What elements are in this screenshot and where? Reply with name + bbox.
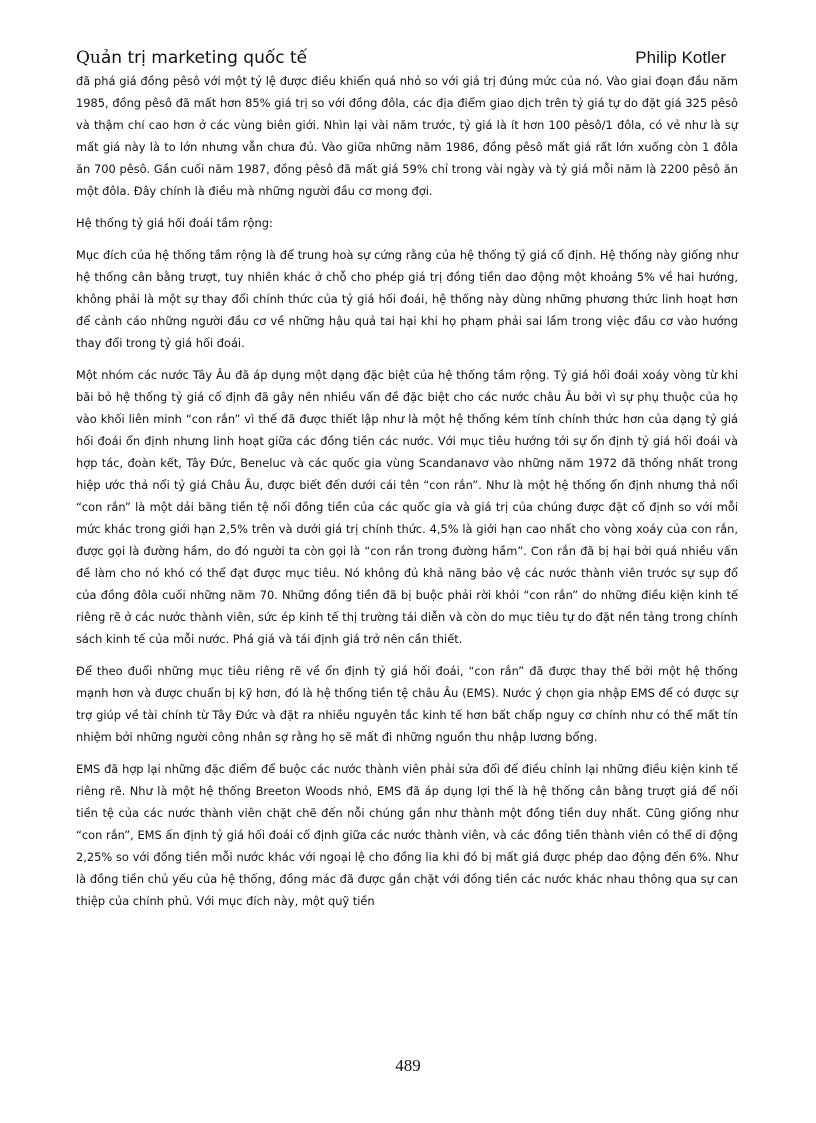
- running-title-rest: ản trị marketing quốc tế: [100, 48, 308, 68]
- page-number: 489: [395, 1056, 421, 1075]
- section-heading: Hệ thống tỷ giá hối đoái tầm rộng:: [76, 216, 273, 230]
- paragraph: Một nhóm các nước Tây Âu đã áp dụng một dạng đặc biệt của hệ thống tầm rộng. Tỷ giá hối đoái xoáy vòng từ khi bãi bỏ hệ thống tỷ giá cố định đã gây nên nhiều vấn đề đặc biệt cho các nước châu Âu bởi vì sự phụ thuộc của họ vào khối liên minh “con rắn” vì thế đã được thiết lập như là một hệ thống kém tính chính thức hơn của dạng tỷ giá hối đoái ổn định nhưng linh hoạt giữa các đồng tiền các nước. Với mục tiêu hướng tới sự ổn định tỷ giá hối đoái và hợp tác, đoàn kết, Tây Đức, Beneluc và các quốc gia vùng Scandanavơ vào những năm 1972 đã thống nhất trong hiệp ước thả nổi tỷ giá Châu Âu, được biết đến dưới cái tên “con rắn”. Như là một hệ thống ổn định nhưng thả nổi “con rắn” là một dải băng tiền tệ nối đồng tiền của các quốc gia và giá trị của chúng được đặt cố định so với mỗi mức khác trong giới hạn 2,5% trên và dưới giá trị chính thức. 4,5% là giới hạn cao nhất cho vòng xoáy của con rắn, được gọi là đường hầm, do đó người ta còn gọi là “con rắn trong đường hầm”. Con rắn đã bị hại bởi quá nhiều vấn đề làm cho nó khó có thể đạt được mục tiêu. Nó không đủ khả năng bảo vệ các nước thành viên trước sự sụp đổ của đồng đôla cuối những năm 70. Những đồng tiền đã bị buộc phải rời khỏi “con rắn” do những điều kiện kinh tế riêng rẽ ở các nước thành viên, sức ép kinh tế thị trường tái diễn và còn do mục tiêu tự do đặt nền tảng trong chính sách kinh tế của mỗi nước. Phá giá và tái định giá trở nên cần thiết.: [76, 368, 738, 646]
- page-body: [76, 70, 738, 922]
- page-header: [76, 48, 726, 72]
- running-title: [76, 48, 307, 68]
- paragraph: EMS đã hợp lại những đặc điểm để buộc các nước thành viên phải sửa đổi để điều chỉnh lại những điều kiện kinh tế riêng rẽ. Như là một hệ thống Breeton Woods nhỏ, EMS đã áp dụng lợi thế là hệ thống cân bằng trượt giá để nối tiền tệ của các nước thành viên chặt chẽ đến nỗi chúng gần như thành một đồng tiền duy nhất. Cũng giống như “con rắn”, EMS ấn định tỷ giá hối đoái cố định giữa các nước thành viên, và các đồng tiền thành viên có thể di động 2,25% so với đồng tiền mỗi nước khác với ngoại lệ cho đồng lia khi đó bị mất giá được phép dao động đến 6%. Như là đồng tiền chủ yếu của hệ thống, đồng mác đã được gắn chặt với đồng tiền các nước khác nhau thông qua sự can thiệp của chính phủ. Với mục đích này, một quỹ tiền: [76, 762, 738, 908]
- running-author: Philip Kotler: [635, 48, 726, 67]
- paragraph: đã phá giá đồng pêsô với một tỷ lệ được điều khiển quá nhỏ so với giá trị đúng mức của nó. Vào giai đoạn đầu năm 1985, đồng pêsô đã mất hơn 85% giá trị so với đồng đôla, các địa điểm giao dịch trên tỷ giá tự do đặt giá 325 pêsô và thậm chí cao hơn ở các vùng biên giới. Nhìn lại vài năm trước, tỷ giá là ít hơn 100 pêsô/1 đôla, có vẻ như là sự mất giá này là to lớn nhưng vẫn chưa đủ. Vào giữa những năm 1986, đồng pêsô mất giá rất lớn xuống còn 1 đôla ăn 700 pêsô. Gần cuối năm 1987, đồng pêsô đã mất giá 59% chỉ trong vài ngày và tỷ giá mỗi năm là 2200 pêsô ăn một đôla. Đây chính là điều mà những người đầu cơ mong đợi.: [76, 74, 738, 198]
- paragraph: Mục đích của hệ thống tầm rộng là để trung hoà sự cứng rằng của hệ thống tỷ giá cố định. Hệ thống này giống như hệ thống cân bằng trượt, tuy nhiên khác ở chỗ cho phép giá trị đồng tiền dao động một khoảng 5% về hai hướng, không phải là một sự thay đổi chính thức của tỷ giá hối đoái, hệ thống này dùng những phương thức linh hoạt hơn để cảnh cáo những người đầu cơ về những hậu quả tai hại khi họ phạm phải sai lầm trong việc đầu cơ vào hướng thay đổi trong tỷ giá hối đoái.: [76, 248, 738, 350]
- paragraph: Để theo đuổi những mục tiêu riêng rẽ về ổn định tỷ giá hối đoái, “con rắn” đã được thay thế bởi một hệ thống mạnh hơn và được chuẩn bị kỹ hơn, đó là hệ thống tiền tệ châu Âu (EMS). Nước ý chọn gia nhập EMS để có được sự trợ giúp về tài chính từ Tây Đức và đặt ra nhiều nguyên tắc kinh tế hơn bất chấp nguy cơ chính như có thể mất tín nhiệm bởi những người công nhân sợ rằng họ sẽ mất đi những nguồn thu nhập lương bổng.: [76, 664, 738, 744]
- running-title-prefix: Qu: [76, 48, 101, 68]
